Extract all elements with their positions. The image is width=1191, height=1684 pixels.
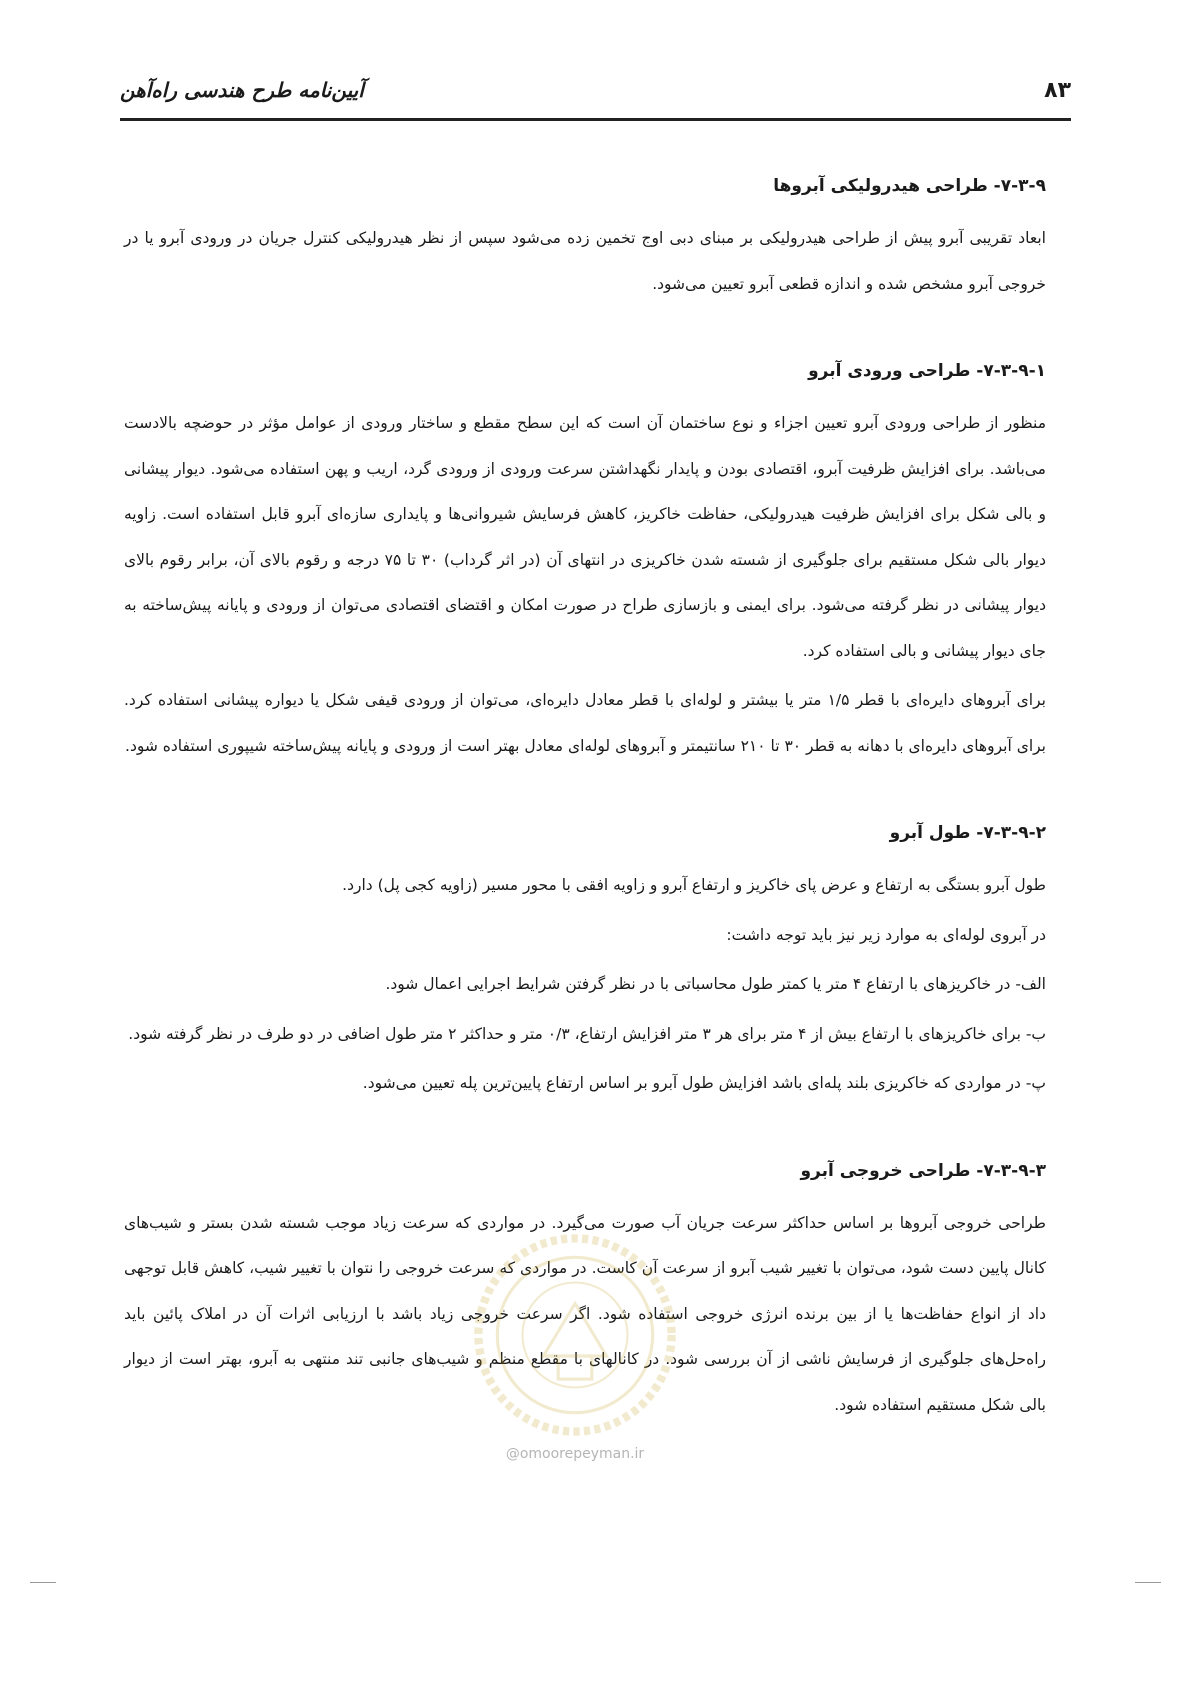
list-item: پ- در مواردی که خاکریزی بلند پله‌ای باشد افزایش طول آبرو بر اساس ارتفاع پایین‌ترین پله تعیین می‌شود. [362,1074,1046,1092]
seal-watermark-icon [470,1230,680,1440]
watermark-caption: @omoorepeyman.ir [505,1446,645,1462]
section-inlet-design [124,357,1046,769]
paragraph: در آبروی لوله‌ای به موارد زیر نیز باید توجه داشت: [726,925,1046,944]
margin-mark-left [30,1582,56,1583]
section-heading: ۷-۳-۹-۱- طراحی ورودی آبرو [808,361,1046,381]
list-item: الف- در خاکریزهای با ارتفاع ۴ متر یا کمتر طول محاسباتی با در نظر گرفتن شرایط اجرایی اعمال شود. [385,975,1046,993]
book-title: آیین‌نامه طرح هندسی راه‌آهن [120,78,364,102]
section-hydraulic-design [124,172,1046,307]
paragraph: طول آبرو بستگی به ارتفاع و عرض پای خاکریز و ارتفاع آبرو و زاویه افقی با محور مسیر (زاویه کجی پل) دارد. [342,876,1046,894]
list-item: ب- برای خاکریزهای با ارتفاع بیش از ۴ متر برای هر ۳ متر افزایش ارتفاع، ۰/۳ متر و حداکثر ۲ متر طول اضافی در دو طرف در نظر گرفته شود. [128,1024,1046,1043]
page-header [120,78,1071,114]
margin-mark-right [1135,1582,1161,1583]
page-number: ۸۳ [1044,78,1071,103]
section-culvert-length [124,819,1046,1107]
section-heading: ۷-۳-۹-۳- طراحی خروجی آبرو [800,1160,1046,1181]
section-heading: ۷-۳-۹-۲- طول آبرو [889,823,1046,843]
header-divider [120,118,1071,121]
section-heading: ۷-۳-۹- طراحی هیدرولیکی آبروها [773,176,1046,196]
paragraph: برای آبروهای دایره‌ای با قطر ۱/۵ متر یا بیشتر و لوله‌ای با قطر معادل دایره‌ای، می‌توان از ورودی قیفی شکل یا دیواره پیشانی استفاده کرد. برای آبروهای دایره‌ای با دهانه به قطر ۳۰ تا ۲۱۰ سانتیمتر و آبروهای لوله‌ای معادل بهتر است از ورودی و پایانه پیش‌ساخته شیپوری استفاده شود. [124,691,1046,755]
paragraph: طراحی خروجی آبروها بر اساس حداکثر سرعت جریان آب صورت می‌گیرد. در مواردی که سرعت زیاد موجب شسته شدن بستر و شیب‌های کانال پایین دست شود، می‌توان با تغییر شیب آبرو از سرعت آن کاست. در مواردی که سرعت خروجی را نتوان با تغییر شیب، کاهش قابل توجهی داد از انواع حفاظت‌ها یا از بین برنده انرژی خروجی استفاده شود. اگر سرعت خروجی زیاد باشد با ارزیابی اثرات آن در املاک پائین باید راه‌حل‌های جلوگیری از فرسایش ناشی از آن بررسی شود. در کانالهای با مقطع منظم و شیب‌های جانبی تند منتهی به آبرو، بهتر است از دیوار بالی شکل مستقیم استفاده شود. [124,1213,1046,1414]
paragraph: منظور از طراحی ورودی آبرو تعیین اجزاء و نوع ساختمان آن است که این سطح مقطع و ساختار ورودی از عوامل مؤثر در حوضچه بالادست می‌باشد. برای افزایش ظرفیت آبرو، اقتصادی بودن و پایدار نگهداشتن سرعت ورودی از ورودی گرد، اریب و پهن استفاده می‌شود. دیوار پیشانی و بالی شکل برای افزایش ظرفیت هیدرولیکی، حفاظت خاکریز، کاهش فرسایش شیروانی‌ها و پایداری سازه‌ای آبرو قابل استفاده است. زاویه دیوار بالی شکل مستقیم برای جلوگیری از شسته شدن خاکریزی در انتهای آن (در اثر گرداب) ۳۰ تا ۷۵ درجه و رقوم بالای آن، برابر رقوم بالای دیوار پیشانی در نظر گرفته می‌شود. برای ایمنی و بازسازی طراح در صورت امکان و اقتضای اقتصادی می‌توان از ورودی و پایانه پیش‌ساخته به جای دیوار پیشانی و بالی استفاده کرد. [124,414,1047,660]
paragraph: ابعاد تقریبی آبرو پیش از طراحی هیدرولیکی بر مبنای دبی اوج تخمین زده می‌شود سپس از نظر هیدرولیکی کنترل جریان در ورودی آبرو یا در خروجی آبرو مشخص شده و اندازه قطعی آبرو تعیین می‌شود. [124,229,1046,293]
